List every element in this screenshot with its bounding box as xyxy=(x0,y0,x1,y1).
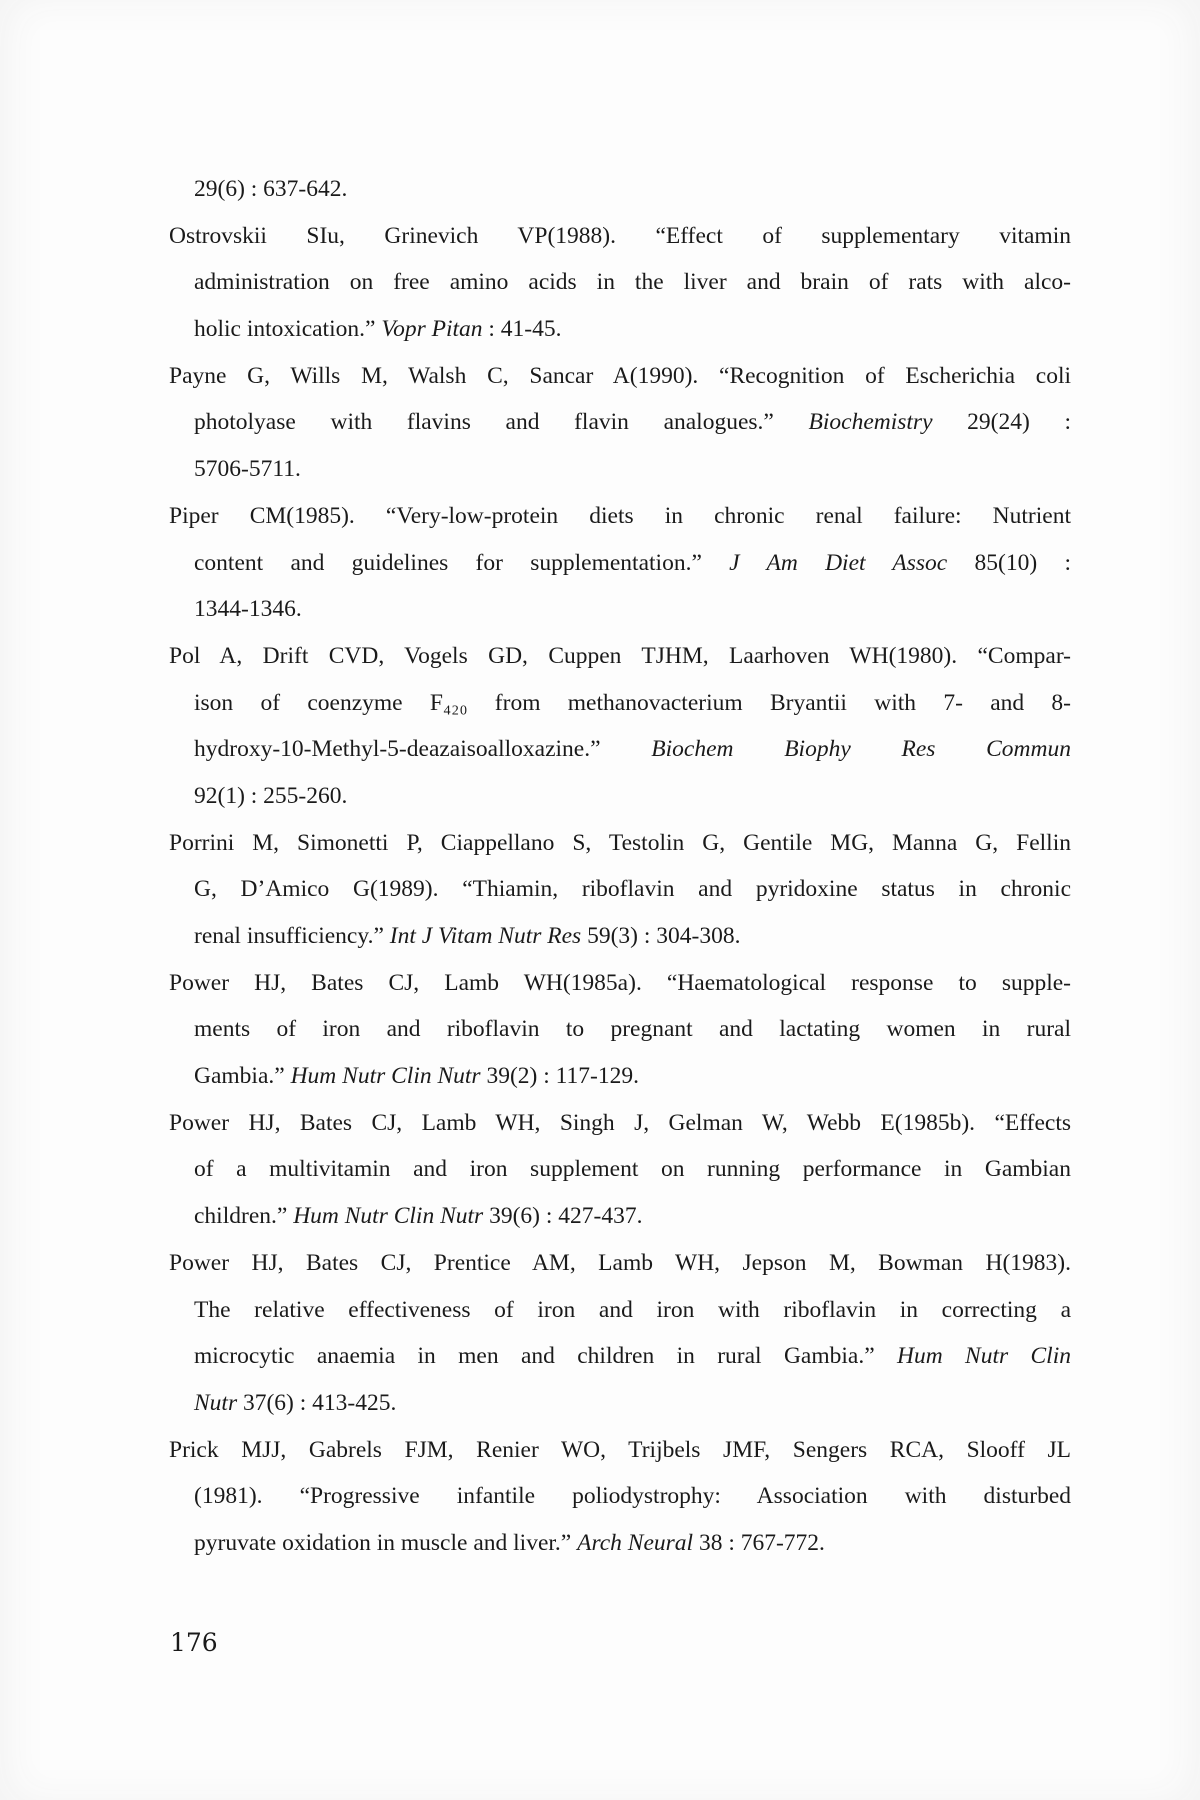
reference-entry xyxy=(169,166,1071,213)
reference-text: 1344-1346. xyxy=(194,596,302,623)
journal-title: Hum Nutr Clin xyxy=(897,1343,1071,1370)
reference-line xyxy=(169,1100,1071,1147)
reference-line xyxy=(169,306,1071,353)
reference-text: 37(6) : 413-425. xyxy=(237,1389,397,1416)
reference-entry xyxy=(169,493,1071,633)
reference-text: children.” xyxy=(194,1203,294,1230)
reference-text: Power HJ, Bates CJ, Lamb WH, Singh J, Gelman W, Webb E(1985b). “Effects xyxy=(169,1109,1071,1136)
reference-entry xyxy=(169,1100,1071,1240)
reference-text: 29(24) : xyxy=(932,409,1071,436)
reference-text: (1981). “Progressive infantile poliodystrophy: Association with disturbed xyxy=(194,1483,1071,1510)
reference-line xyxy=(169,1380,1071,1427)
reference-line xyxy=(169,1240,1071,1287)
reference-text: 59(3) : 304-308. xyxy=(581,923,741,949)
reference-line xyxy=(169,493,1071,540)
journal-title: Int J Vitam Nutr Res xyxy=(389,923,582,949)
reference-line xyxy=(169,213,1071,260)
reference-line xyxy=(169,773,1071,820)
reference-line xyxy=(169,166,1071,213)
journal-title: J Am Diet Assoc xyxy=(729,549,948,576)
reference-text: holic intoxication.” xyxy=(194,316,382,343)
reference-line xyxy=(169,1333,1071,1380)
reference-text: Pol A, Drift CVD, Vogels GD, Cuppen TJHM, Laarhoven WH(1980). “Compar- xyxy=(169,642,1071,669)
reference-text: ments of iron and riboflavin to pregnant and lactating women in rural xyxy=(194,1016,1071,1043)
reference-text: : 41-45. xyxy=(482,316,562,343)
reference-line xyxy=(169,1287,1071,1334)
reference-text: 38 : 767-772. xyxy=(693,1529,825,1556)
reference-text: 5706-5711. xyxy=(194,456,301,483)
reference-text: hydroxy-10-Methyl-5-deazaisoalloxazine.” xyxy=(194,736,652,763)
reference-line xyxy=(169,399,1071,446)
reference-entry xyxy=(169,960,1071,1100)
reference-line xyxy=(169,1006,1071,1053)
reference-text: 39(2) : 117-129. xyxy=(480,1063,639,1090)
reference-entry xyxy=(169,820,1071,960)
reference-text: G, D’Amico G(1989). “Thiamin, riboflavin and pyridoxine status in chronic xyxy=(194,876,1071,903)
reference-line xyxy=(169,446,1071,493)
reference-text: of a multivitamin and iron supplement on running performance in Gambian xyxy=(194,1156,1071,1183)
journal-title: Nutr xyxy=(194,1389,238,1416)
reference-text: Piper CM(1985). “Very-low-protein diets in chronic renal failure: Nutrient xyxy=(169,502,1071,529)
reference-entry xyxy=(169,1240,1071,1427)
reference-line xyxy=(169,726,1071,773)
reference-line xyxy=(169,866,1071,913)
reference-text: Power HJ, Bates CJ, Prentice AM, Lamb WH, Jepson M, Bowman H(1983). xyxy=(169,1249,1071,1276)
reference-line xyxy=(169,1193,1071,1240)
reference-line xyxy=(169,353,1071,400)
reference-line xyxy=(169,1427,1071,1474)
reference-text: microcytic anaemia in men and children in rural Gambia.” xyxy=(194,1343,897,1370)
reference-line xyxy=(169,540,1071,587)
reference-text: Porrini M, Simonetti P, Ciappellano S, Testolin G, Gentile MG, Manna G, Fellin xyxy=(169,829,1071,856)
reference-text: administration on free amino acids in the liver and brain of rats with alco- xyxy=(194,269,1071,296)
reference-text: 39(6) : 427-437. xyxy=(483,1203,643,1230)
journal-title: Hum Nutr Clin Nutr xyxy=(293,1203,484,1230)
reference-text: content and guidelines for supplementation.” xyxy=(194,549,730,576)
reference-line xyxy=(169,633,1071,680)
reference-text: 29(6) : 637-642. xyxy=(194,176,348,202)
reference-text: The relative effectiveness of iron and iron with riboflavin in correcting a xyxy=(194,1296,1071,1323)
journal-title: Arch Neural xyxy=(577,1529,694,1556)
reference-entry xyxy=(169,353,1071,493)
reference-line xyxy=(169,1520,1071,1567)
page-number: 176 xyxy=(170,1628,218,1657)
reference-line xyxy=(169,1146,1071,1193)
reference-line xyxy=(169,960,1071,1007)
reference-line xyxy=(169,680,1071,727)
reference-entry xyxy=(169,633,1071,820)
reference-text: pyruvate oxidation in muscle and liver.” xyxy=(194,1529,578,1556)
reference-text: photolyase with flavins and flavin analogues.” xyxy=(194,409,809,436)
reference-entry xyxy=(169,1427,1071,1567)
reference-line xyxy=(169,1473,1071,1520)
reference-text: 85(10) : xyxy=(947,549,1071,576)
journal-title: Biochem Biophy Res Commun xyxy=(651,736,1071,763)
reference-text: renal insufficiency.” xyxy=(194,923,390,949)
reference-entry xyxy=(169,213,1071,353)
reference-line xyxy=(169,820,1071,867)
reference-text: 92(1) : 255-260. xyxy=(194,782,348,809)
reference-line xyxy=(169,913,1071,960)
reference-text: Power HJ, Bates CJ, Lamb WH(1985a). “Haematological response to supple- xyxy=(169,969,1071,996)
journal-title: Biochemistry xyxy=(808,409,933,436)
reference-line xyxy=(169,586,1071,633)
reference-text: Payne G, Wills M, Walsh C, Sancar A(1990). “Recognition of Escherichia coli xyxy=(169,362,1071,389)
reference-list xyxy=(169,166,1071,1567)
journal-title: Vopr Pitan xyxy=(381,316,483,343)
reference-text: ison of coenzyme F₄₂₀ from methanovacterium Bryantii with 7- and 8- xyxy=(194,689,1071,716)
reference-text: Prick MJJ, Gabrels FJM, Renier WO, Trijbels JMF, Sengers RCA, Slooff JL xyxy=(169,1436,1071,1463)
reference-line xyxy=(169,259,1071,306)
reference-text: Ostrovskii SIu, Grinevich VP(1988). “Effect of supplementary vitamin xyxy=(169,222,1071,249)
reference-text: Gambia.” xyxy=(194,1063,291,1090)
reference-line xyxy=(169,1053,1071,1100)
journal-title: Hum Nutr Clin Nutr xyxy=(290,1063,481,1090)
